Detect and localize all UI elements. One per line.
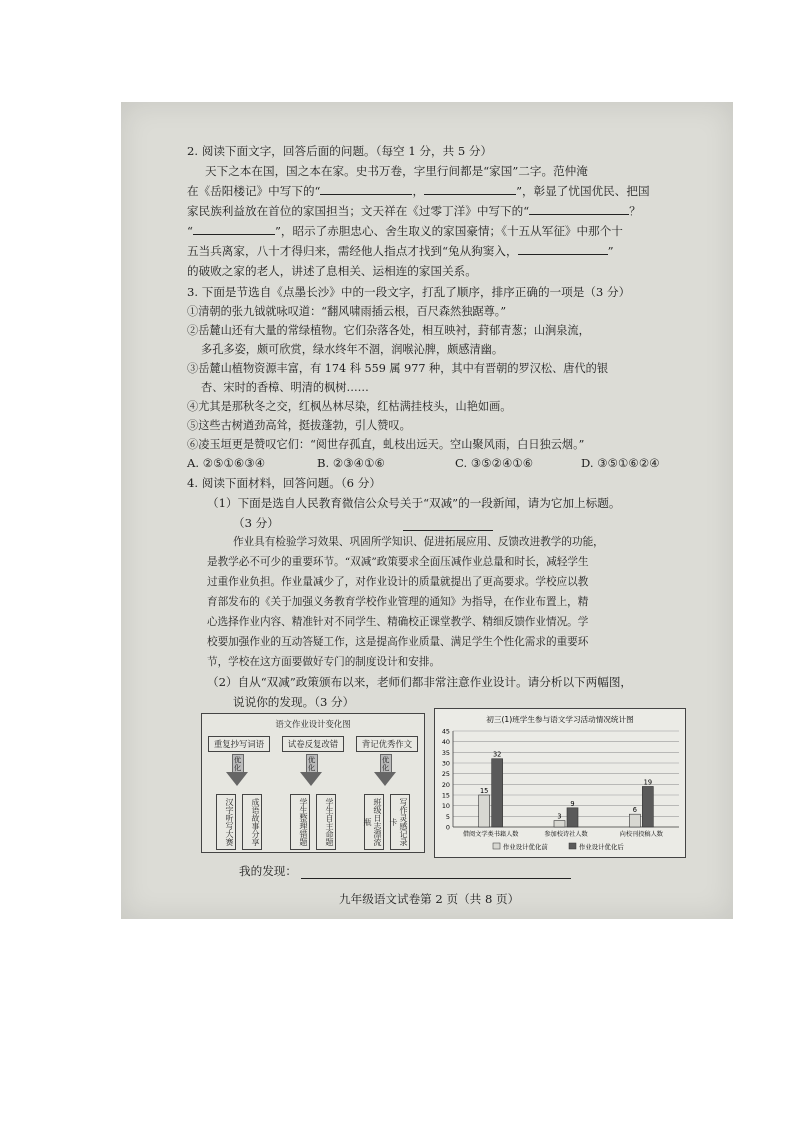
diagram-after-item: 写作灵感记录卡: [390, 794, 410, 850]
bar-value-label: 6: [632, 806, 637, 815]
y-tick-label: 20: [441, 780, 450, 789]
finding-answer-blank[interactable]: [301, 866, 571, 879]
legend-label: 作业设计优化前: [503, 843, 548, 851]
legend-swatch: [569, 843, 576, 849]
bar-value-label: 15: [479, 787, 489, 795]
homework-change-diagram: 语文作业设计变化图 重复抄写词语 试卷反复改错 背记优秀作文 优化 优化 优化 汉字听写大赛 成语故事分享 学生整理错题 学生自主命题 班级日志漂流瓶 写作灵感记录卡: [201, 713, 425, 853]
bar-value-label: 9: [570, 799, 575, 808]
y-tick-label: 25: [441, 770, 450, 779]
arrow-down-icon: [226, 772, 248, 786]
y-tick-label: 5: [445, 812, 450, 821]
y-tick-label: 30: [441, 759, 450, 768]
q3-sentence-3-cont: 杏、宋时的香樟、明清的枫树……: [201, 381, 369, 394]
q4-stem: 4. 阅读下面材料，回答问题。（6 分）: [187, 476, 381, 490]
bar-chart-svg: [435, 709, 685, 857]
y-tick-label: 15: [441, 791, 450, 800]
finding-label: 我的发现：: [239, 864, 297, 878]
q4-sub1-score: （3 分）: [233, 516, 279, 530]
diagram-after-item: 学生自主命题: [316, 794, 336, 850]
q4-sub1: （1）下面是选自人民教育微信公众号关于“双减”的一段新闻，请为它加上标题。: [207, 496, 621, 510]
arrow-down-icon: [374, 772, 396, 786]
bar: [479, 795, 490, 827]
q3-sentence-2-cont: 多孔多姿，颇可欣赏，绿水终年不涸，润喉沁脾，颇感清幽。: [201, 343, 504, 356]
bar: [642, 786, 653, 827]
page-footer: 九年级语文试卷第 2 页（共 8 页）: [339, 892, 520, 906]
q4-sub2-cont: 说说你的发现。（3 分）: [233, 695, 355, 709]
q2-line-4: “ ”，昭示了赤胆忠心、舍生取义的家国豪情；《十五从军征》中那个十: [187, 224, 623, 238]
q3-sentence-1: ①清朝的张九钺就咏叹道：“翻风啸雨插云根，百尺森然独踞尊。”: [187, 305, 507, 318]
q2-line-6: 的破败之家的老人，讲述了息相关、运相连的家国关系。: [187, 264, 477, 278]
q3-sentence-2: ②岳麓山还有大量的常绿植物。它们杂落各处，相互映衬，葑郁青葱；山涧泉流，: [187, 324, 590, 337]
x-category-label: 向校刊投稿人数: [619, 831, 663, 838]
bar: [629, 814, 640, 827]
q2-line-5: 五当兵离家，八十才得归来，需经他人指点才找到“兔从狗窦入， ”: [187, 244, 614, 258]
bar-value-label: 19: [643, 778, 653, 787]
q3-sentence-4: ④尤其是那秋冬之交，红枫丛林尽染，红枯满挂枝头，山艳如画。: [187, 400, 512, 413]
q2-line-1: 天下之本在国，国之本在家。史书万卷，字里行间都是“家国”二字。范仲淹: [205, 164, 588, 178]
news-line: 节，学校在这方面要做好专门的制度设计和安排。: [207, 656, 441, 668]
diagram-before-item: 重复抄写词语: [208, 736, 270, 752]
answer-blank[interactable]: [518, 242, 608, 255]
answer-blank[interactable]: [424, 182, 516, 195]
q3-sentence-5: ⑤这些古树遒劲高耸，挺拔蓬勃，引人赞叹。: [187, 419, 411, 432]
q3-sentence-3: ③岳麓山植物资源丰富，有 174 科 559 属 977 种，其中有晋朝的罗汉松、唐代的银: [187, 362, 609, 375]
diagram-before-item: 试卷反复改错: [282, 736, 344, 752]
q3-option-c[interactable]: C. ③⑤②④①⑥: [455, 456, 534, 470]
y-tick-label: 35: [441, 748, 450, 757]
answer-blank[interactable]: [193, 222, 275, 235]
diagram-after-item: 成语故事分享: [242, 794, 262, 850]
q2-line-3: 家民族利益放在首位的家国担当；文天祥在《过零丁洋》中写下的“ ？: [187, 204, 641, 218]
q3-option-b[interactable]: B. ②③④①⑥: [317, 456, 385, 470]
q3-stem: 3. 下面是节选自《点墨长沙》中的一段文字，打乱了顺序，排序正确的一项是（3 分）: [187, 285, 631, 299]
bar: [492, 759, 503, 827]
y-tick-label: 40: [441, 738, 450, 747]
y-tick-label: 10: [441, 802, 450, 811]
diagram-after-item: 班级日志漂流瓶: [364, 794, 384, 850]
news-line: 心选择作业内容、精准针对不同学生、精确校正课堂教学、精细反馈作业情况。学: [207, 616, 589, 628]
news-line: 作业具有检验学习效果、巩固所学知识、促进拓展应用、反馈改进教学的功能，: [233, 536, 604, 548]
news-line: 育部发布的《关于加强义务教育学校作业管理的通知》为指导，在作业布置上，精: [207, 596, 589, 608]
q2-stem: 2. 阅读下面文字，回答后面的问题。（每空 1 分，共 5 分）: [187, 144, 493, 158]
q3-option-a[interactable]: A. ②⑤①⑥③④: [187, 456, 266, 470]
news-line: 校要加强作业的互动答疑工作，这是提高作业质量、满足学生个性化需求的重要环: [207, 636, 589, 648]
news-line: 是教学必不可少的重要环节。“双减”政策要求全面压减作业总量和时长，减轻学生: [207, 556, 589, 568]
q3-option-d[interactable]: D. ③⑤①⑥②④: [581, 456, 660, 470]
diagram-title: 语文作业设计变化图: [275, 719, 351, 729]
answer-blank[interactable]: [320, 182, 412, 195]
y-tick-label: 0: [445, 823, 450, 832]
exam-page: [121, 102, 733, 919]
q2-line-2: 在《岳阳楼记》中写下的“ ， ”，彰显了忧国优民、把国: [187, 184, 650, 198]
chart-title: 初三(1)班学生参与语文学习活动情况统计图: [486, 715, 634, 724]
q3-sentence-6: ⑥凌玉垣更是赞叹它们：“阅世存孤直，虬枝出远天。空山聚风雨，白日独云烟。”: [187, 438, 585, 451]
news-line: 过重作业负担。作业量减少了，对作业设计的质量就提出了更高要求。学校应以教: [207, 576, 589, 588]
bar-value-label: 3: [557, 812, 562, 821]
bar-value-label: 32: [492, 750, 502, 759]
title-answer-blank[interactable]: [403, 518, 493, 531]
arrow-down-icon: [300, 772, 322, 786]
diagram-after-item: 学生整理错题: [290, 794, 310, 850]
diagram-before-item: 背记优秀作文: [356, 736, 418, 752]
legend-label: 作业设计优化后: [579, 843, 624, 851]
bar: [554, 821, 565, 827]
x-category-label: 参加校诗社人数: [544, 831, 588, 838]
bar: [567, 808, 578, 827]
diagram-after-item: 汉字听写大赛: [216, 794, 236, 850]
y-tick-label: 45: [441, 727, 450, 736]
activity-bar-chart: [434, 708, 686, 858]
x-category-label: 借阅文学类书籍人数: [462, 831, 519, 838]
legend-swatch: [493, 843, 500, 849]
q4-sub2: （2）自从“双减”政策颁布以来，老师们都非常注意作业设计。请分析以下两幅图，: [207, 675, 633, 689]
answer-blank[interactable]: [529, 202, 629, 215]
